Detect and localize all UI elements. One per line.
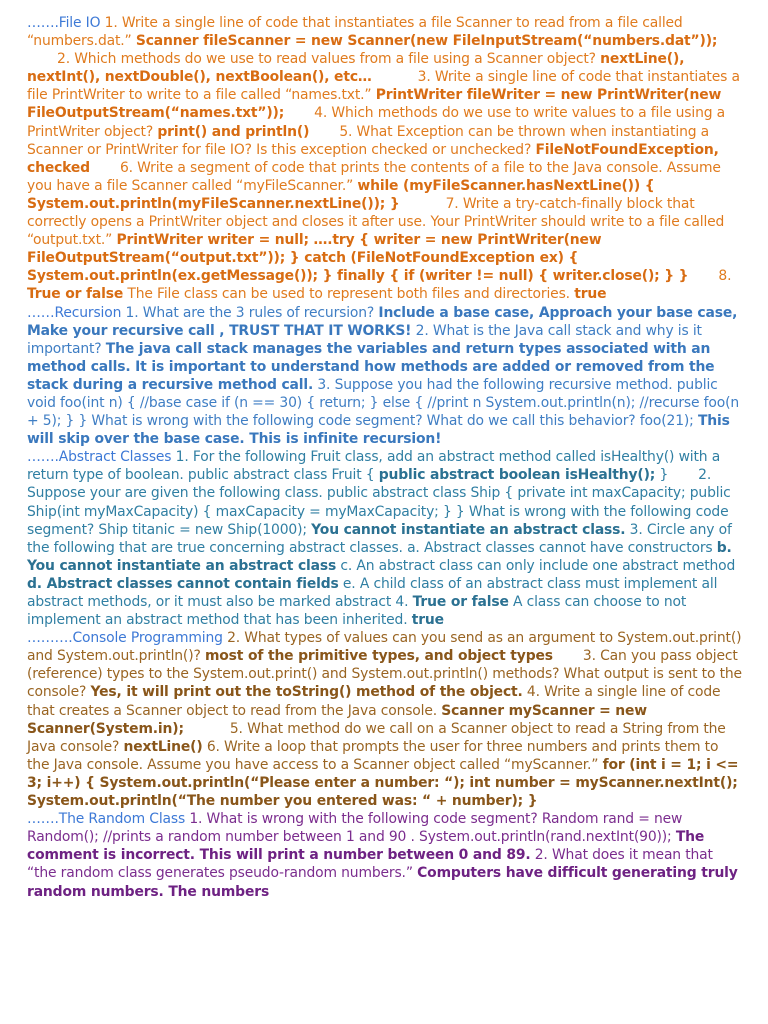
question-text: 2. What does it mean that “the random class generates pseudo-random numbers.” [27,847,713,882]
answer-text: FileNotFoundException, checked [27,141,719,176]
question-text: 3. Can you pass object (reference) types to the System.out.print() and System.out.println() methods? What output is sent to the console? [27,648,742,701]
section-random-class [27,810,742,900]
section-recursion [27,304,742,449]
question-text: e. A child class of an abstract class must implement all abstract methods, or it must also be marked abstract 4. [27,575,718,610]
question-text: 1. Write a single line of code that instantiates a file Scanner to read from a file called “numbers.dat.” [27,15,683,50]
question-text: 5. What Exception can be thrown when instantiating a Scanner or PrintWriter for file IO? Is this exception checked or unchecked? [27,123,710,158]
section-heading: ……Recursion [27,304,122,321]
question-text: 1. For the following Fruit class, add an abstract method called isHealthy() with a return type of boolean. public abstract class Fruit { [27,449,721,484]
question-text: 2. Suppose your are given the following class. public abstract class Ship { private int maxCapacity; public Ship(int myMaxCapacity) { maxCapacity = myMaxCapacity; } } What is wrong with the following code segment? Ship titanic = new Ship(1000); [27,467,731,538]
question-text: 3. Circle any of the following that are true concerning abstract classes. a. Abstract classes cannot have constructors [27,521,732,556]
answer-text: nextLine() [123,738,203,755]
answer-text: public abstract boolean isHealthy(); [378,467,656,484]
section-heading: …….File IO [27,15,101,31]
answer-text: The comment is incorrect. This will print a number between 0 and 89. [27,829,705,864]
answer-text: This will skip over the base case. This is infinite recursion! [27,413,730,448]
answer-text: Scanner myScanner = new Scanner(System.in); [27,702,647,737]
answer-text: True or false [27,286,124,303]
question-text: c. An abstract class can only include one abstract method [336,557,736,574]
answer-text: Computers have difficult generating truly random numbers. The numbers [27,865,738,900]
answer-text: The java call stack manages the variables and return types associated with an method calls. It is important to understand how methods are added or removed from the stack during a recursive method call. [27,340,715,393]
answer-text: True or false [412,594,509,610]
answer-text: Scanner fileScanner = new Scanner(new FileInputStream(“numbers.dat”)); [135,33,718,50]
section-abstract-classes [27,448,742,629]
question-text: 6. Write a loop that prompts the user for three numbers and prints them to the Java console. Assume you have access to a Scanner object called “myScanner.” [27,738,719,773]
question-text: 2. What is the Java call stack and why is it important? [27,322,702,357]
answer-text: PrintWriter fileWriter = new PrintWriter(new FileOutputStream(“names.txt”)); [27,87,722,122]
answer-text: Include a base case, Approach your base case, Make your recursive call , TRUST THAT IT WORKS! [27,304,738,339]
question-text: 6. Write a segment of code that prints the contents of a file to the Java console. Assume you have a file Scanner called “myFileScanner.” [27,159,721,194]
question-text: The File class can be used to represent both files and directories. [123,286,575,303]
answer-text: true [574,286,607,303]
answer-text: b. You cannot instantiate an abstract class [27,539,732,574]
question-text: 1. What is wrong with the following code segment? Random rand = new Random(); //prints a random number between 1 and 90 . System.out.println(rand.nextInt(90)); [27,811,683,846]
question-text: 8. [718,268,732,285]
answer-text: Yes, it will print out the toString() method of the object. [90,684,523,701]
answer-text: nextLine(), nextInt(), nextDouble(), nextBoolean(), etc… [27,51,685,86]
answer-text: d. Abstract classes cannot contain fields [27,575,339,592]
question-text: A class can choose to not implement an abstract method that has been inherited. [27,594,687,629]
question-text: 5. What method do we call on a Scanner object to read a String from the Java console? [27,720,726,755]
question-text: 3. Suppose you had the following recursive method. public void foo(int n) { //base case if (n == 30) { return; } else { //print n System.out.println(n); //recurse foo(n + 5); } } What is wrong with the following code segment? What do we call this behavior? foo(21); [27,376,740,430]
question-text: 2. What types of values can you send as an argument to System.out.print() and System.out.println()? [27,630,742,665]
question-text: 2. Which methods do we use to read values from a file using a Scanner object? [57,51,601,68]
section-heading: ……….Console Programming [27,630,223,647]
answer-text: You cannot instantiate an abstract class. [311,521,626,538]
question-text: } [655,467,669,484]
section-heading: …….The Random Class [27,811,186,828]
answer-text: most of the primitive types, and object types [204,648,553,665]
question-text: 7. Write a try-catch-finally block that correctly opens a PrintWriter object and closes it after use. Your PrintWriter should write to a file called “output.txt.” [27,195,725,249]
answer-text: PrintWriter writer = null; ….try { writer = new PrintWriter(new FileOutputStream(“output.txt”)); } catch (FileNotFoundException ex) { System.out.println(ex.getMessage()); } finally { if (writer != null) { writer.close(); } } [27,232,689,285]
question-text: 4. Which methods do we use to write values to a file using a PrintWriter object? [27,105,726,140]
answer-text: for (int i = 1; i <= 3; i++) { System.out.println(“Please enter a number: “); int number = myScanner.nextInt(); System.out.println(“The number you entered was: “ + number); } [27,756,739,810]
question-text: 3. Write a single line of code that instantiates a file PrintWriter to write to a file called “names.txt.” [27,69,740,104]
answer-text: print() and println() [157,123,310,140]
section-console-programming [27,629,742,810]
section-heading: …….Abstract Classes [27,449,172,466]
section-file-io [27,14,742,304]
question-text: 1. What are the 3 rules of recursion? [121,304,379,321]
answer-text: true [411,612,444,629]
answer-text: while (myFileScanner.hasNextLine()) { System.out.println(myFileScanner.nextLine()); } [27,177,655,212]
question-text: 4. Write a single line of code that creates a Scanner object to read from the Java console. [27,684,721,719]
